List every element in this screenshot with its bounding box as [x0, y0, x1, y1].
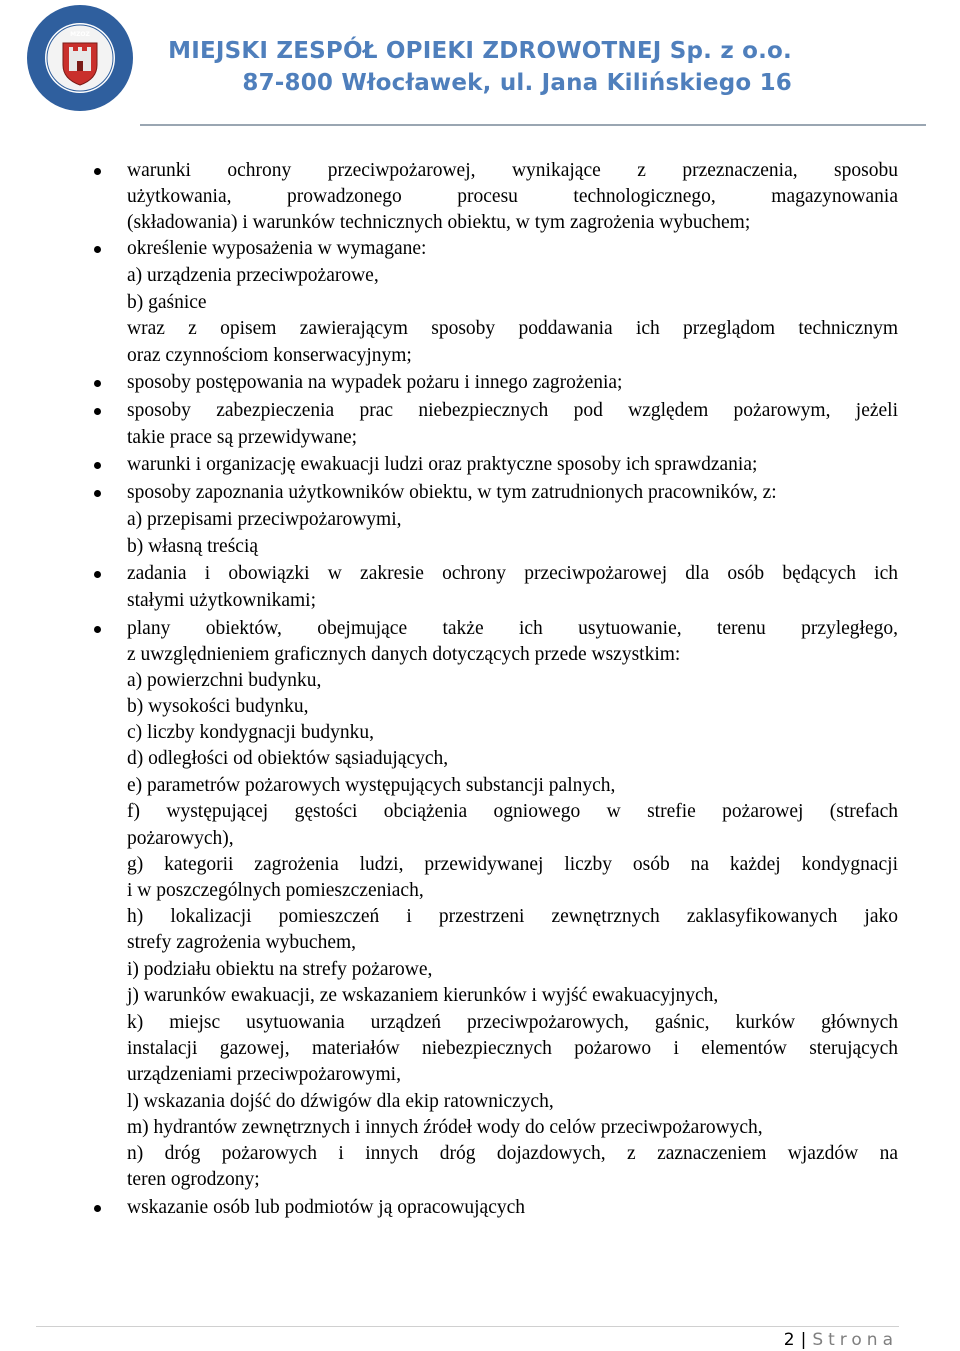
text-line: zadania i obowiązki w zakresie ochrony przeciwpożarowej dla osób będących ich: [127, 563, 898, 584]
list-bullet: [94, 490, 101, 497]
page-separator: |: [800, 1330, 807, 1350]
text-line: (składowania) i warunków technicznych obiektu, w tym zagrożenia wybuchem;: [127, 212, 751, 233]
list-bullet: [94, 168, 101, 175]
text-line: sposoby postępowania na wypadek pożaru i innego zagrożenia;: [127, 372, 623, 393]
text-line: b) wysokości budynku,: [127, 696, 309, 717]
organization-name: MIEJSKI ZESPÓŁ OPIEKI ZDROWOTNEJ Sp. z o.o.: [168, 38, 792, 64]
text-line: n) dróg pożarowych i innych dróg dojazdowych, z zaznaczeniem wjazdów na: [127, 1143, 898, 1164]
text-line: użytkowania, prowadzonego procesu technologicznego, magazynowania: [127, 186, 898, 207]
list-bullet: [94, 1205, 101, 1212]
page-number: 2: [783, 1330, 795, 1350]
text-line: strefy zagrożenia wybuchem,: [127, 932, 357, 953]
text-line: takie prace są przewidywane;: [127, 427, 358, 448]
page-label: Strona: [812, 1330, 898, 1350]
text-line: oraz czynnościom konserwacyjnym;: [127, 345, 412, 366]
text-line: warunki ochrony przeciwpożarowej, wynikające z przeznaczenia, sposobu: [127, 160, 898, 181]
text-line: m) hydrantów zewnętrznych i innych źródeł wody do celów przeciwpożarowych,: [127, 1117, 763, 1138]
text-line: a) powierzchni budynku,: [127, 670, 322, 691]
text-line: i w poszczególnych pomieszczeniach,: [127, 880, 424, 901]
text-line: f) występującej gęstości obciążenia ogniowego w strefie pożarowej (strefach: [127, 801, 898, 822]
text-line: sposoby zabezpieczenia prac niebezpiecznych pod względem pożarowym, jeżeli: [127, 400, 898, 421]
text-line: j) warunków ewakuacji, ze wskazaniem kierunków i wyjść ewakuacyjnych,: [127, 985, 719, 1006]
text-line: c) liczby kondygnacji budynku,: [127, 722, 374, 743]
list-bullet: [94, 626, 101, 633]
text-line: wskazanie osób lub podmiotów ją opracowujących: [127, 1197, 526, 1218]
text-line: instalacji gazowej, materiałów niebezpiecznych pożarowo i elementów sterujących: [127, 1038, 898, 1059]
organization-address: 87-800 Włocławek, ul. Jana Kilińskiego 16: [242, 70, 792, 96]
text-line: z uwzględnieniem graficznych danych dotyczących przede wszystkim:: [127, 644, 681, 665]
list-bullet: [94, 380, 101, 387]
text-line: plany obiektów, obejmujące także ich usytuowanie, terenu przyległego,: [127, 618, 898, 639]
text-line: h) lokalizacji pomieszczeń i przestrzeni zewnętrznych zaklasyfikowanych jako: [127, 906, 898, 927]
text-line: sposoby zapoznania użytkowników obiektu, w tym zatrudnionych pracowników, z:: [127, 482, 777, 503]
text-line: b) gaśnice: [127, 292, 207, 313]
text-line: k) miejsc usytuowania urządzeń przeciwpożarowych, gaśnic, kurków głównych: [127, 1012, 898, 1033]
svg-text:MZOZ: MZOZ: [70, 31, 90, 38]
text-line: e) parametrów pożarowych występujących substancji palnych,: [127, 775, 616, 796]
text-line: wraz z opisem zawierającym sposoby poddawania ich przeglądom technicznym: [127, 318, 898, 339]
list-bullet: [94, 408, 101, 415]
text-line: określenie wyposażenia w wymagane:: [127, 238, 427, 259]
page-footer: [784, 1330, 898, 1350]
text-line: urządzeniami przeciwpożarowymi,: [127, 1064, 401, 1085]
text-line: stałymi użytkownikami;: [127, 590, 317, 611]
text-line: d) odległości od obiektów sąsiadujących,: [127, 748, 449, 769]
text-line: g) kategorii zagrożenia ludzi, przewidywanej liczby osób na każdej kondygnacji: [127, 854, 898, 875]
list-bullet: [94, 571, 101, 578]
text-line: a) urządzenia przeciwpożarowe,: [127, 265, 379, 286]
footer-divider: [36, 1326, 899, 1327]
text-line: a) przepisami przeciwpożarowymi,: [127, 509, 402, 530]
text-line: pożarowych),: [127, 828, 234, 849]
list-bullet: [94, 246, 101, 253]
text-line: warunki i organizację ewakuacji ludzi oraz praktyczne sposoby ich sprawdzania;: [127, 454, 758, 475]
text-line: i) podziału obiektu na strefy pożarowe,: [127, 959, 433, 980]
text-line: b) własną treścią: [127, 536, 259, 557]
list-bullet: [94, 462, 101, 469]
text-line: teren ogrodzony;: [127, 1169, 260, 1190]
text-line: l) wskazania dojść do dźwigów dla ekip ratowniczych,: [127, 1091, 554, 1112]
